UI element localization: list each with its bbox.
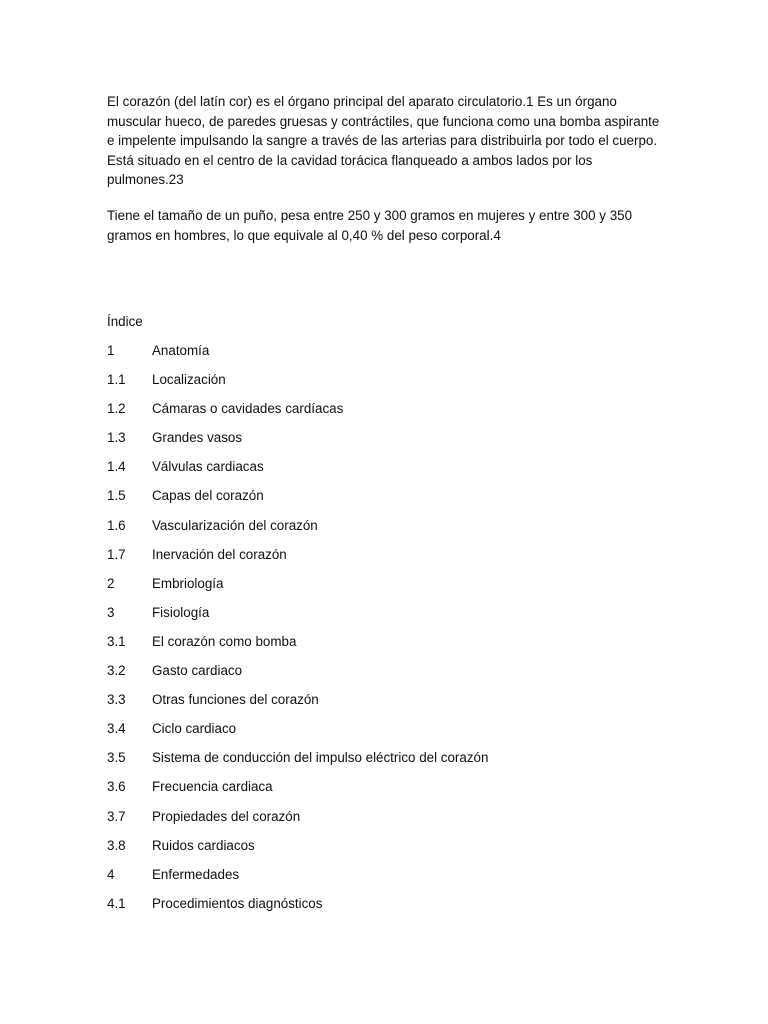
index-entry-label: Gasto cardiaco bbox=[152, 663, 243, 679]
index-entry bbox=[107, 370, 667, 399]
intro-paragraph: El corazón (del latín cor) es el órgano principal del aparato circulatorio.1 Es un órgano muscular hueco, de paredes gruesas y contráctiles, que funciona como una bomba aspirante e impelente impulsando la sangre a través de las arterias para distribuirla por todo el cuerpo. Está situado en el centro de la cavidad torácica flanqueado a ambos lados por los pulmones.23 bbox=[107, 94, 660, 187]
index-entry-label: Ciclo cardiaco bbox=[152, 721, 237, 737]
index-title: Índice bbox=[107, 314, 143, 329]
index-entry bbox=[107, 603, 667, 632]
size-paragraph: Tiene el tamaño de un puño, pesa entre 250 y 300 gramos en mujeres y entre 300 y 350 gramos en hombres, lo que equivale al 0,40 % del peso corporal.4 bbox=[107, 208, 633, 243]
index-entry bbox=[107, 428, 667, 457]
index-entry bbox=[107, 661, 667, 690]
index-entry-number: 1.6 bbox=[107, 517, 126, 533]
index-entry-number: 3.6 bbox=[107, 779, 126, 795]
index-entry-label: Otras funciones del corazón bbox=[152, 692, 319, 708]
index-entry-label: Vascularización del corazón bbox=[152, 517, 318, 533]
index-entry-number: 3 bbox=[107, 604, 115, 620]
index-entry bbox=[107, 516, 667, 545]
index-entry-label: Procedimientos diagnósticos bbox=[152, 895, 323, 911]
index-entry bbox=[107, 574, 667, 603]
index-entry-number: 3.4 bbox=[107, 721, 126, 737]
index-entry-label: Ruidos cardiacos bbox=[152, 837, 255, 853]
index-entry bbox=[107, 690, 667, 719]
index-entry-number: 3.1 bbox=[107, 633, 126, 649]
index-entry-label: Frecuencia cardiaca bbox=[152, 779, 273, 795]
index-entry-number: 3.8 bbox=[107, 837, 126, 853]
index-entry-number: 1.7 bbox=[107, 546, 126, 562]
index-entry-label: Fisiología bbox=[152, 604, 210, 620]
index-entry bbox=[107, 545, 667, 574]
index-entry bbox=[107, 399, 667, 428]
index-entry bbox=[107, 865, 667, 894]
index-entry-number: 1.2 bbox=[107, 401, 126, 417]
index-entry bbox=[107, 777, 667, 806]
index-entry-label: Cámaras o cavidades cardíacas bbox=[152, 401, 344, 417]
index-entry-number: 4.1 bbox=[107, 895, 126, 911]
index-entry-label: Enfermedades bbox=[152, 866, 240, 882]
index-entry-label: Embriología bbox=[152, 575, 224, 591]
index-entry-number: 3.3 bbox=[107, 692, 126, 708]
index-entry bbox=[107, 748, 667, 777]
index-entry-number: 4 bbox=[107, 866, 115, 882]
index-entry-number: 1.1 bbox=[107, 372, 126, 388]
index-entry-label: Capas del corazón bbox=[152, 488, 264, 504]
index-entry bbox=[107, 894, 667, 923]
index-entry-label: El corazón como bomba bbox=[152, 633, 297, 649]
index-entry-number: 1.4 bbox=[107, 459, 126, 475]
index-entry-label: Anatomía bbox=[152, 343, 210, 358]
index-entry-number: 3.5 bbox=[107, 750, 126, 766]
index-entry-number: 1.3 bbox=[107, 430, 126, 446]
index-entry-label: Válvulas cardiacas bbox=[152, 459, 264, 475]
index-entry-number: 3.2 bbox=[107, 663, 126, 679]
index-entry bbox=[107, 632, 667, 661]
index-entry-number: 2 bbox=[107, 575, 115, 591]
index-entry bbox=[107, 719, 667, 748]
index-entry bbox=[107, 807, 667, 836]
index-entry bbox=[107, 836, 667, 865]
index-entry-label: Grandes vasos bbox=[152, 430, 243, 446]
index-entry bbox=[107, 457, 667, 486]
index-entry-number: 1.5 bbox=[107, 488, 126, 504]
index-list bbox=[107, 341, 667, 923]
index-entry bbox=[107, 341, 667, 370]
index-entry-label: Sistema de conducción del impulso eléctrico del corazón bbox=[152, 750, 489, 766]
index-entry bbox=[107, 486, 667, 515]
index-entry-number: 3.7 bbox=[107, 808, 126, 824]
index-entry-label: Localización bbox=[152, 372, 226, 388]
index-entry-number: 1 bbox=[107, 343, 115, 358]
index-entry-label: Propiedades del corazón bbox=[152, 808, 301, 824]
index-entry-label: Inervación del corazón bbox=[152, 546, 287, 562]
